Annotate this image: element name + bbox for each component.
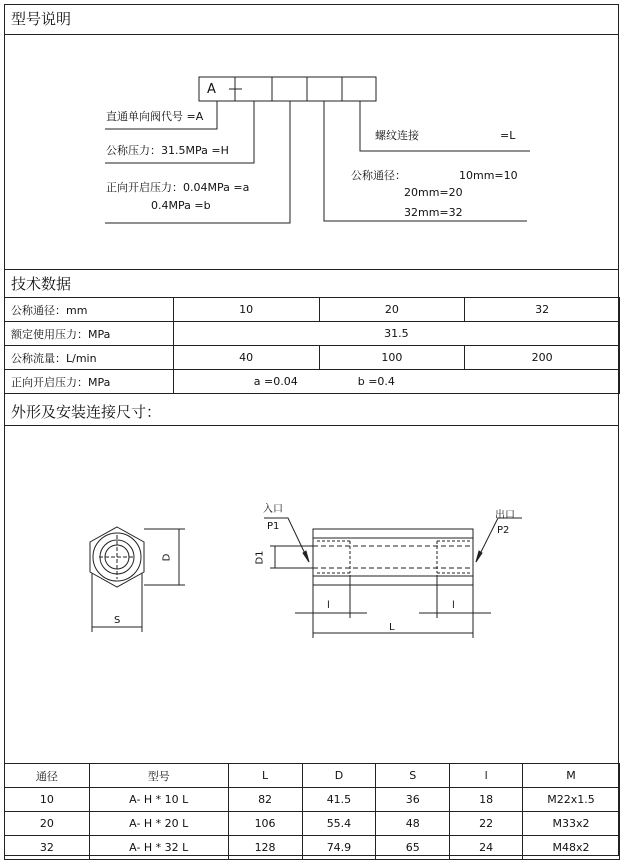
tech-value: 100: [319, 346, 465, 370]
cell: 22: [450, 812, 523, 836]
cell: A- H * 20 L: [89, 812, 228, 836]
cell: 74.9: [302, 836, 376, 860]
note-nominal-pressure: 公称压力：31.5MPa =H: [106, 144, 229, 157]
crack-a: a =0.04: [253, 375, 298, 388]
spec-sheet: [4, 4, 619, 856]
note-crack-pressure-a: 正向开启压力：0.04MPa =a: [106, 181, 250, 194]
cell: 20: [5, 812, 90, 836]
tech-label: 公称通径：mm: [5, 298, 174, 322]
cell: 65: [376, 836, 450, 860]
tech-value: 10: [173, 298, 319, 322]
col-header: L: [228, 764, 302, 788]
section-title-dims: 外形及安装连接尺寸：: [11, 403, 162, 421]
col-header: 型号: [89, 764, 228, 788]
cell: 32: [5, 836, 90, 860]
cell: M48x2: [523, 836, 620, 860]
inlet-label: 入口: [263, 504, 283, 515]
dim-l-label-left: l: [327, 600, 330, 611]
col-header: S: [376, 764, 450, 788]
dimension-table: [4, 763, 620, 860]
inlet-port-label: P1: [267, 521, 280, 532]
col-header: D: [302, 764, 376, 788]
table-row: [5, 836, 620, 860]
dim-l-label-right: l: [452, 600, 455, 611]
section-title-model: 型号说明: [11, 10, 72, 28]
note-thread-connect: 螺纹连接: [375, 129, 419, 142]
tech-value: 200: [465, 346, 620, 370]
dim-s-label: S: [114, 615, 121, 626]
dim-L-label: L: [389, 622, 395, 633]
cell: 36: [376, 788, 450, 812]
tech-label: 正向开启压力：MPa: [5, 370, 174, 394]
tech-value: 31.5: [173, 322, 619, 346]
dim-d-label: D: [161, 553, 173, 562]
note-crack-pressure-b: 0.4MPa =b: [151, 199, 211, 212]
note-thread-code: =L: [500, 129, 516, 142]
note-dia-20: 20mm=20: [404, 186, 463, 199]
cell: 128: [228, 836, 302, 860]
outlet-label: 出口: [495, 510, 515, 521]
tech-value: 32: [465, 298, 620, 322]
note-valve-code: 直通单向阀代号 =A: [106, 110, 204, 123]
table-row: [5, 812, 620, 836]
crack-b: b =0.4: [357, 375, 395, 388]
tech-value: 40: [173, 346, 319, 370]
cell: 106: [228, 812, 302, 836]
cell: 41.5: [302, 788, 376, 812]
table-header-row: [5, 764, 620, 788]
cell: A- H * 32 L: [89, 836, 228, 860]
section-title-tech: 技术数据: [11, 275, 72, 293]
tech-label: 公称流量：L/min: [5, 346, 174, 370]
cell: M33x2: [523, 812, 620, 836]
cell: M22x1.5: [523, 788, 620, 812]
dim-d1-label: D1: [254, 550, 266, 565]
body-outline: [313, 529, 473, 585]
col-header: l: [450, 764, 523, 788]
outlet-arrow: [476, 551, 482, 562]
cell: 18: [450, 788, 523, 812]
inlet-arrow: [303, 551, 309, 562]
cell: 82: [228, 788, 302, 812]
outline-drawing: [5, 5, 620, 857]
cell: 10: [5, 788, 90, 812]
tech-value: 20: [319, 298, 465, 322]
cell: 55.4: [302, 812, 376, 836]
outlet-port-label: P2: [497, 525, 510, 536]
col-header: M: [523, 764, 620, 788]
tech-label: 额定使用压力：MPa: [5, 322, 174, 346]
note-dia-10: 10mm=10: [459, 169, 518, 182]
cell: 24: [450, 836, 523, 860]
note-nominal-dia: 公称通径：: [351, 169, 406, 182]
code-box-label-a: A: [207, 82, 216, 97]
col-header: 通径: [5, 764, 90, 788]
table-row: [5, 788, 620, 812]
note-dia-32: 32mm=32: [404, 206, 463, 219]
cell: 48: [376, 812, 450, 836]
cell: A- H * 10 L: [89, 788, 228, 812]
